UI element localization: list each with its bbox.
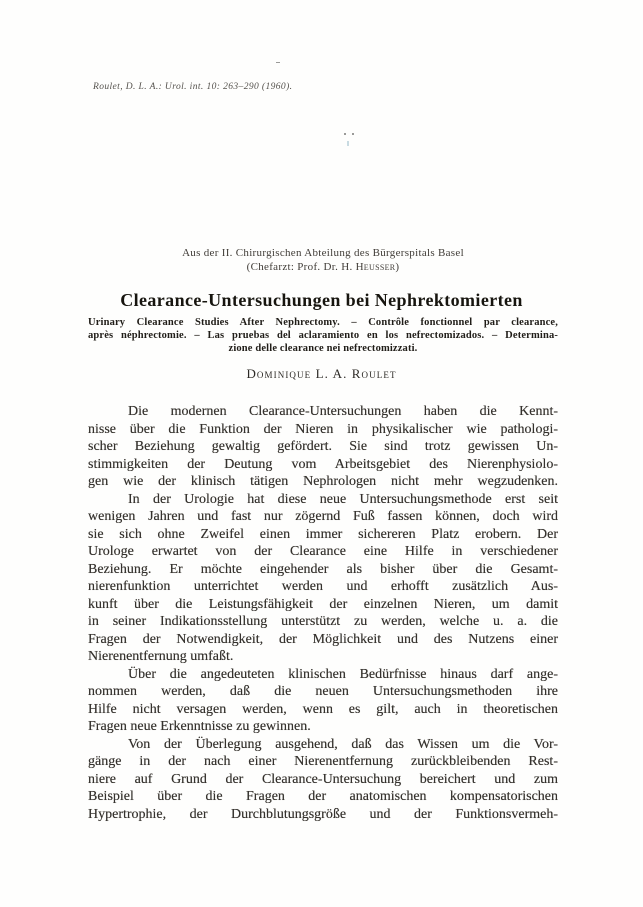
body-line: kunft über die Leistungsfähigkeit der einzelnen Nieren, um damit: [88, 596, 558, 612]
chief-name: Heusser: [355, 261, 396, 273]
body-line: Hilfe nicht versagen werden, wenn es gilt, auch in theoretischen: [88, 701, 558, 717]
body-line: Beziehung. Er möchte eingehender als bisher über die Gesamt-: [88, 561, 558, 577]
body-line: scher Beziehung gewaltig gefördert. Sie sind trotz gewissen Un-: [88, 439, 558, 454]
body-line: nommen werden, daß die neuen Untersuchungsmethoden ihre: [88, 684, 558, 699]
scan-artifact: [276, 62, 280, 63]
body-line: gen wie der klinisch tätigen Nephrologen nicht mehr wegzudenken.: [88, 474, 558, 489]
body-line: in seiner Indikationsstellung unterstützt zu werden, welche u. a. die: [88, 614, 558, 629]
article-body: [88, 403, 558, 823]
scan-artifact: [347, 141, 349, 146]
subtitle-line: Urinary Clearance Studies After Nephrectomy. – Contrôle fonctionnel par clearance,: [88, 317, 558, 328]
subtitle-line: après néphrectomie. – Las pruebas del aclaramiento en los nefrectomizados. – Determina-: [88, 330, 558, 341]
body-line: nierenfunktion unterrichtet werden und erhofft zusätzlich Aus-: [88, 579, 558, 594]
body-line: Urologe erwartet von der Clearance eine Hilfe in verschiedener: [88, 544, 558, 559]
subtitle-line: zione delle clearance nei nefrectomizzati.: [228, 343, 418, 354]
author-name: Dominique L. A. Roulet: [246, 366, 397, 381]
scan-artifact: [352, 133, 354, 135]
body-line: Beispiel über die Fragen der anatomischen kompensatorischen: [88, 789, 558, 804]
body-line: Hypertrophie, der Durchblutungsgröße und der Funktionsvermeh-: [88, 806, 558, 822]
scan-artifact: [344, 133, 346, 135]
body-line: gänge in der nach einer Nierenentfernung zurückbleibenden Rest-: [88, 754, 558, 769]
body-line: Nierenentfernung umfaßt.: [88, 649, 234, 664]
body-line: In der Urologie hat diese neue Untersuchungsmethode erst seit: [128, 491, 558, 507]
multilingual-subtitle: [88, 316, 558, 355]
body-line: Fragen neue Erkenntnisse zu gewinnen.: [88, 719, 311, 734]
running-head-citation: Roulet, D. L. A.: Urol. int. 10: 263–290 (1960).: [93, 82, 293, 92]
institution-line: Aus der II. Chirurgischen Abteilung des Bürgerspitals Basel: [182, 247, 464, 259]
body-line: Fragen der Notwendigkeit, der Möglichkeit und des Nutzens einer: [88, 631, 558, 647]
body-line: Die modernen Clearance-Untersuchungen haben die Kennt-: [128, 404, 558, 419]
chief-suffix: ): [395, 261, 400, 273]
body-line: niere auf Grund der Clearance-Untersuchung bereichert und zum: [88, 771, 558, 787]
institution-chief-line: [88, 260, 558, 274]
article-title: Clearance-Untersuchungen bei Nephrektomierten: [120, 290, 523, 310]
chief-prefix: (Chefarzt: Prof. Dr. H.: [246, 261, 356, 273]
body-line: Von der Überlegung ausgehend, daß das Wissen um die Vor-: [128, 736, 558, 752]
body-line: nisse über die Funktion der Nieren in physikalischer wie pathologi-: [88, 421, 558, 437]
body-line: sie sich ohne Zweifel einen immer sichereren Platz erobern. Der: [88, 526, 558, 542]
body-line: stimmigkeiten der Deutung vom Arbeitsgebiet des Nierenphysiolo-: [88, 456, 558, 472]
institution-block: [88, 246, 558, 274]
body-line: Über die angedeuteten klinischen Bedürfnisse hinaus darf ange-: [128, 666, 558, 682]
body-line: wenigen Jahren und fast nur zögernd Fuß fassen können, doch wird: [88, 509, 558, 524]
